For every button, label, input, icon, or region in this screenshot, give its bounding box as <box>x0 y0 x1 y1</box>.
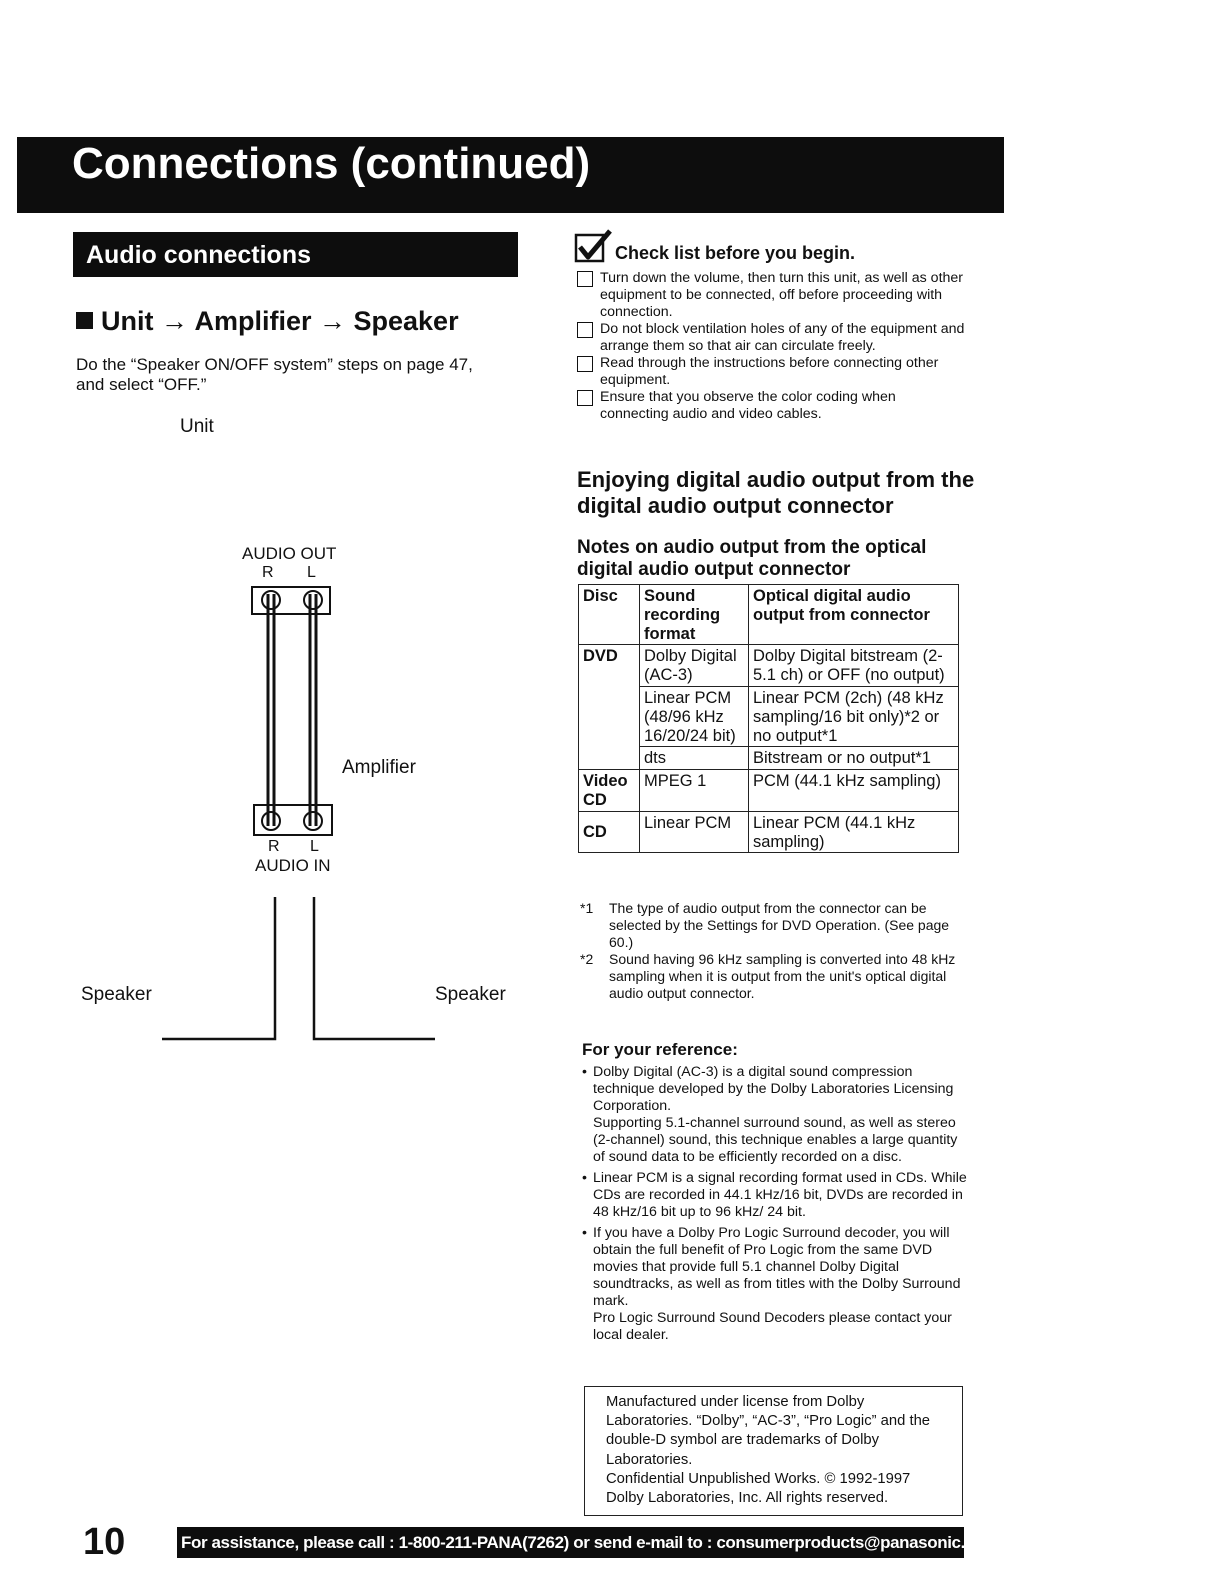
reference-title: For your reference: <box>582 1040 738 1059</box>
digital-audio-subheading: Notes on audio output from the optical digital audio output connector <box>577 537 927 580</box>
checklist-item: Ensure that you observe the color coding when connecting audio and video cables. <box>575 389 965 423</box>
reference-item: • Dolby Digital (AC-3) is a digital sound compression technique developed by the Dolby Laboratories Licensing Corporation. Supporting 5.1-channel surround sound, as well as stereo (2-channel) sound, this technique enables a large quantity of sound data to be efficiently recorded on a disc. <box>582 1064 958 1165</box>
speaker-wires <box>162 897 435 1039</box>
assistance-text: For assistance, please call : 1-800-211-PANA(7262) or send e-mail to : consumerproducts@panasonic.com <box>181 1533 999 1552</box>
checkbox-icon <box>577 356 593 372</box>
reference-item: • If you have a Dolby Pro Logic Surround decoder, you will obtain the full benefit of Pro Logic from the same DVD movies that provide full 5.1 channel Dolby Digital soundtracks, as well as from titles with the Dolby Surround mark. Pro Logic Surround Sound Decoders please contact your local dealer. <box>582 1225 961 1343</box>
table-cell-format: Dolby Digital (AC-3) <box>640 645 749 687</box>
checklist-item: Read through the instructions before connecting other equipment. <box>575 355 965 389</box>
table-row <box>579 811 959 853</box>
speaker-right-label: Speaker <box>435 984 506 1005</box>
checklist-item: Turn down the volume, then turn this unit, as well as other equipment to be connected, off before proceeding with connection. <box>575 270 965 321</box>
table-header-cell: Optical digital audio output from connector <box>749 585 959 645</box>
footnotes <box>580 900 965 1002</box>
footnote-text: Sound having 96 kHz sampling is converted into 48 kHz sampling when it is output from the unit's optical digital audio output connector. <box>609 951 956 1001</box>
table-cell-output: Linear PCM (44.1 kHz sampling) <box>749 811 959 853</box>
unit-label: Unit <box>180 416 214 437</box>
table-cell-format: MPEG 1 <box>640 770 749 812</box>
table-header-row <box>579 585 959 645</box>
digital-audio-heading: Enjoying digital audio output from the digital audio output connector <box>577 467 975 518</box>
table-cell-output: Bitstream or no output*1 <box>749 747 959 770</box>
audio-in-jack-panel <box>254 805 332 835</box>
amplifier-label: Amplifier <box>342 757 416 778</box>
audio-output-table <box>578 584 959 853</box>
connection-diagram <box>0 0 560 1060</box>
footnote <box>580 951 965 1002</box>
table-cell-format: dts <box>640 747 749 770</box>
audio-out-r-label: R <box>262 564 274 581</box>
checklist-title: Check list before you begin. <box>615 243 856 263</box>
footnote-mark: *1 <box>580 900 594 916</box>
table-header-cell: Disc <box>579 585 640 645</box>
table-header-cell: Sound recording format <box>640 585 749 645</box>
section-title: Audio connections <box>86 241 311 269</box>
table-cell-format: Linear PCM <box>640 811 749 853</box>
subsection-heading-text: Unit → Amplifier → Speaker <box>101 306 459 336</box>
checkbox-icon <box>577 390 593 406</box>
speaker-left-label: Speaker <box>81 984 152 1005</box>
table-cell-output: Linear PCM (2ch) (48 kHz sampling/16 bit only)*2 or no output*1 <box>749 686 959 746</box>
table-cell-disc: DVD <box>579 645 640 770</box>
audio-in-l-label: L <box>310 838 319 855</box>
intro-line-1: Do the “Speaker ON/OFF system” steps on page 47, <box>76 355 473 374</box>
audio-in-label: AUDIO IN <box>255 856 331 875</box>
page-title: Connections (continued) <box>72 139 591 188</box>
audio-out-jack-panel <box>252 587 330 614</box>
checklist-item: Do not block ventilation holes of any of the equipment and arrange them so that air can circulate freely. <box>575 321 965 355</box>
audio-out-label: AUDIO OUT <box>242 544 337 563</box>
table-row <box>579 645 959 687</box>
reference-item: • Linear PCM is a signal recording format used in CDs. While CDs are recorded in 44.1 kHz/16 bit, DVDs are recorded in 48 kHz/16 bit up to 96 kHz/ 24 bit. <box>582 1170 967 1220</box>
checkbox-icon <box>577 322 593 338</box>
table-cell-format: Linear PCM (48/96 kHz 16/20/24 bit) <box>640 686 749 746</box>
checklist <box>575 270 965 423</box>
table-row <box>579 770 959 812</box>
table-cell-disc: Video CD <box>579 770 640 812</box>
checkbox-icon <box>577 271 593 287</box>
footnote-mark: *2 <box>580 951 594 967</box>
checkmark-icon <box>574 229 618 265</box>
table-cell-disc: CD <box>579 811 640 853</box>
table-cell-output: Dolby Digital bitstream (2-5.1 ch) or OFF (no output) <box>749 645 959 687</box>
license-text: Manufactured under license from Dolby Laboratories. “Dolby”, “AC-3”, “Pro Logic” and the double-D symbol are trademarks of Dolby Laboratories. Confidential Unpublished Works. © 1992-1997 Dolby Laboratories, Inc. All rights reserved. <box>606 1394 931 1507</box>
footnote-text: The type of audio output from the connector can be selected by the Settings for DVD Operation. (See page 60.) <box>609 900 950 950</box>
audio-in-r-label: R <box>268 838 280 855</box>
audio-cables <box>268 594 316 826</box>
reference-list <box>582 1064 967 1348</box>
table-cell-output: PCM (44.1 kHz sampling) <box>749 770 959 812</box>
intro-line-2: and select “OFF.” <box>76 375 207 394</box>
audio-out-l-label: L <box>307 564 316 581</box>
page-number: 10 <box>83 1521 126 1563</box>
footnote <box>580 900 965 951</box>
